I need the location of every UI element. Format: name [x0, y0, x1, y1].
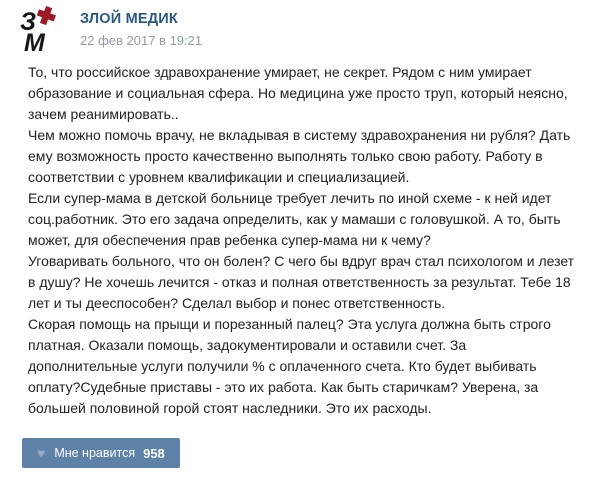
- post-date[interactable]: 22 фев 2017 в 19:21: [80, 33, 203, 48]
- like-button[interactable]: [22, 438, 180, 468]
- like-count: 958: [143, 445, 165, 461]
- author-link[interactable]: ЗЛОЙ МЕДИК: [80, 11, 178, 27]
- post-paragraph: Если супер-мама в детской больнице требует лечить по иной схеме - к ней идет соц.работник. Это его задача определить, как у мамаши с головушкой. А то, быть может, для обеспечения прав ребенка супер-мама ни к чему?: [28, 190, 561, 248]
- post-paragraph: Уговаривать больного, что он болен? С чего бы вдруг врач стал психологом и лезет в душу? Не хочешь лечится - отказ и полная ответственность за результат. Тебе 18 лет и ты дееспособен? Сделал выбор и понес ответственность.: [28, 253, 575, 311]
- avatar[interactable]: [12, 4, 62, 54]
- like-label: Мне нравится: [54, 446, 136, 460]
- post-paragraph: То, что российское здравохранение умирает, не секрет. Рядом с ним умирает образование и социальная сфера. Но медицина уже просто труп, который неясно, зачем реанимировать..: [28, 64, 568, 122]
- medical-cross-icon: [35, 4, 58, 27]
- avatar-letter-m: М: [24, 29, 45, 54]
- post-paragraph: Скорая помощь на прыщи и порезанный палец? Эта услуга должна быть строго платная. Оказали помощь, задокументировали и оставили счет. За дополнительные услуги получили % с оплаченного счета. Кто будет выбивать оплату?Судебные приставы - это их работа. Как быть старичкам? Уверена, за большей половиной горой стоят наследники. Это их расходы.: [28, 316, 551, 416]
- heart-icon: ♥: [37, 445, 46, 461]
- avatar-letter-z: З: [20, 8, 37, 36]
- post-text: [28, 62, 575, 419]
- post-paragraph: Чем можно помочь врачу, не вкладывая в систему здравохранения ни рубля? Дать ему возможность просто качественно выполнять только свою работу. Работу в соответствии с уровнем квалификации и специализацией.: [28, 127, 571, 185]
